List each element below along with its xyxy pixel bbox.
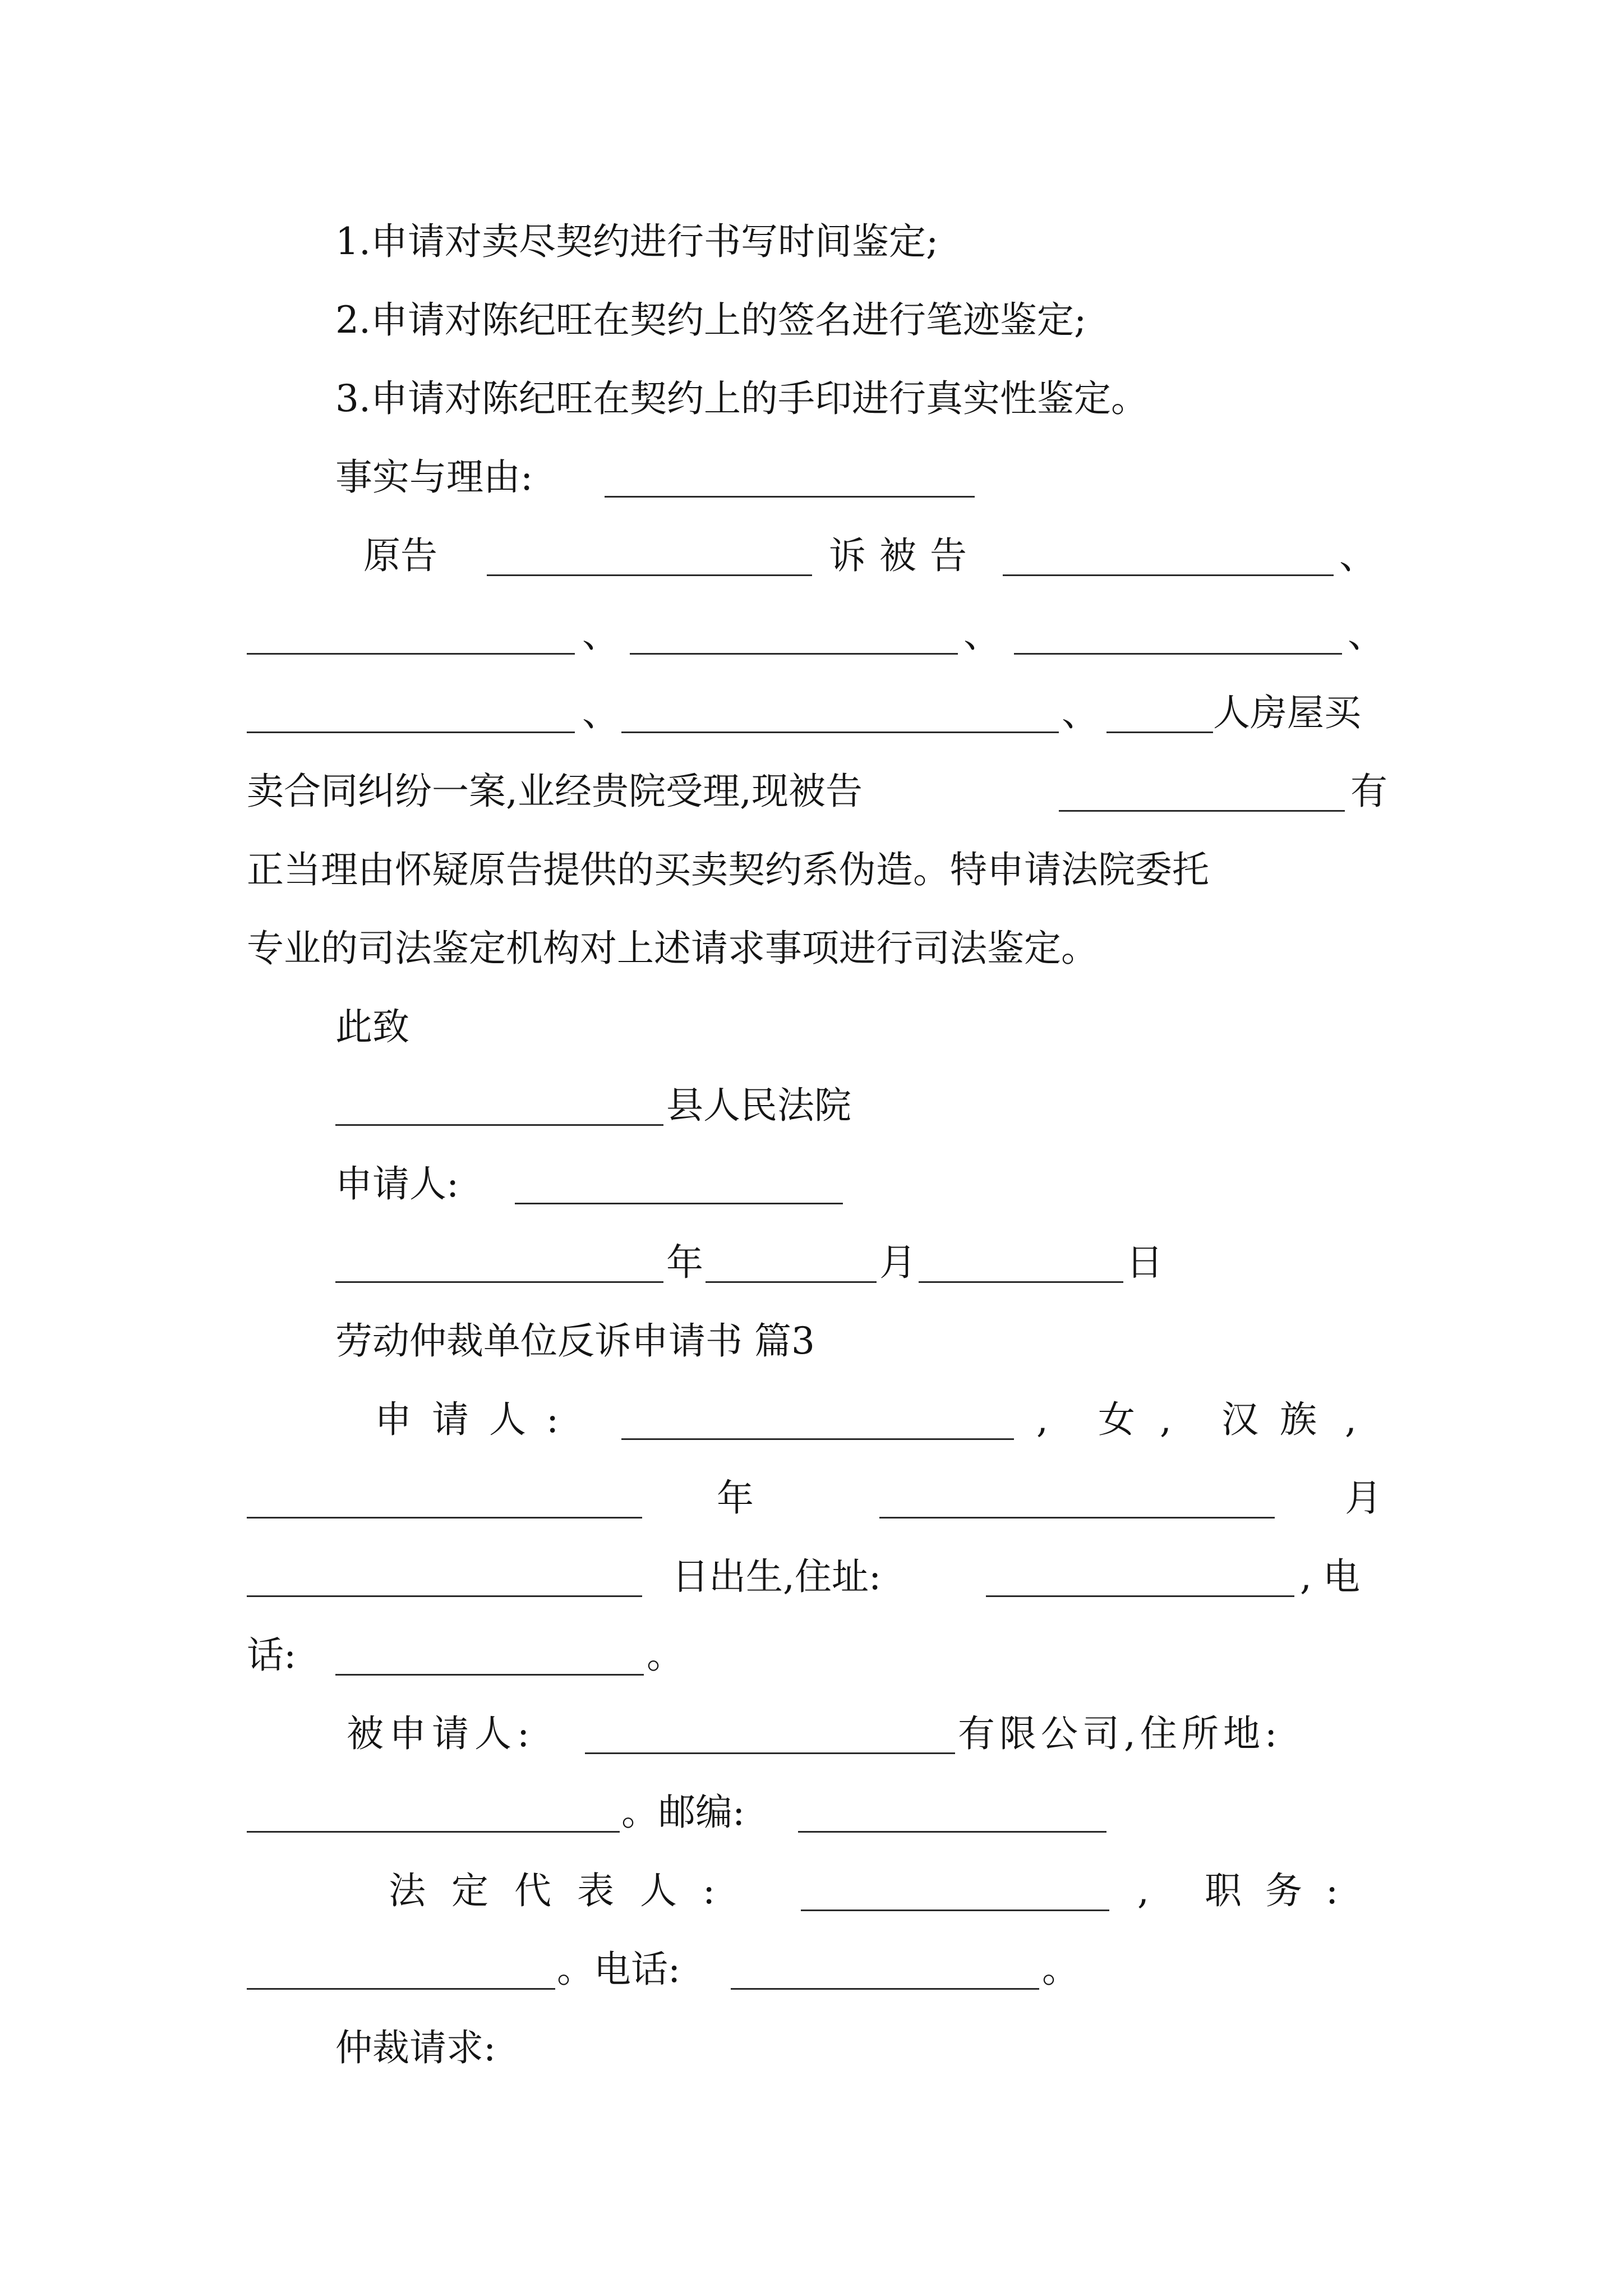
claims-line <box>0 2006 1623 2090</box>
defendant-blank-3[interactable] <box>630 653 958 655</box>
plaintiff-label-wrap <box>363 514 476 598</box>
birth-day-blank[interactable] <box>247 1595 642 1597</box>
date-day-label: 日 <box>1126 1241 1163 1284</box>
defendant-blank-6[interactable] <box>621 731 1059 733</box>
applicant-line2 <box>0 1456 1623 1540</box>
request-item-3-text: 3.申请对陈纪旺在契约上的手印进行真实性鉴定。 <box>335 377 1148 420</box>
applicant-sign-blank[interactable] <box>515 1203 843 1204</box>
rep-name-blank[interactable] <box>801 1910 1109 1911</box>
date-day-blank[interactable] <box>919 1281 1123 1283</box>
postcode-blank[interactable] <box>798 1831 1106 1833</box>
facts-label: 事实与理由: <box>335 455 533 499</box>
birth-year-label: 年 <box>717 1476 754 1520</box>
date-year-blank[interactable] <box>335 1281 663 1283</box>
p1-line4-end: 有 <box>1350 770 1387 813</box>
court-name: 县人民法院 <box>666 1084 851 1127</box>
defendant-blank-7[interactable] <box>1106 731 1213 733</box>
date-line <box>0 1221 1623 1305</box>
rep-line1 <box>0 1849 1623 1933</box>
p1-line6-text: 专业的司法鉴定机构对上述请求事项进行司法鉴定。 <box>247 927 1098 970</box>
applicant-comma-1: , <box>1036 1398 1048 1441</box>
defendant-blank-1[interactable] <box>1003 574 1334 576</box>
p1-line4-text: 卖合同纠纷一案,业经贵院受理,现被告 <box>247 770 863 813</box>
phone-period: 。 <box>647 1634 684 1677</box>
request-item-2-text: 2.申请对陈纪旺在契约上的签名进行笔迹鉴定; <box>335 298 1087 342</box>
respondent-name-blank[interactable] <box>585 1752 955 1754</box>
respondent-label: 被申请人: <box>347 1712 536 1755</box>
sep-4: 、 <box>1348 613 1385 656</box>
p1-line6 <box>0 907 1623 991</box>
plaintiff-blank[interactable] <box>487 574 812 576</box>
date-month-label: 月 <box>879 1241 916 1284</box>
plaintiff-label: 原告 <box>363 534 437 577</box>
request-item-1 <box>0 200 1623 284</box>
defendant-blank-8[interactable] <box>1059 810 1345 812</box>
request-item-1-text: 1.申请对卖尽契约进行书写时间鉴定; <box>335 220 939 263</box>
rep-comma: , <box>1137 1869 1149 1912</box>
rep-position-label: 职务: <box>1205 1869 1362 1912</box>
facts-blank[interactable] <box>605 496 975 498</box>
applicant-sign-line <box>0 1142 1623 1226</box>
defendant-blank-4[interactable] <box>1014 653 1342 655</box>
sep-3: 、 <box>963 613 1000 656</box>
birth-month-blank[interactable] <box>879 1517 1275 1519</box>
rep-period: 。 <box>1042 1948 1079 1991</box>
postcode-label: 。邮编: <box>621 1791 745 1834</box>
case-tail: 人房屋买 <box>1213 691 1361 734</box>
section-heading: 劳动仲裁单位反诉申请书 篇3 <box>335 1319 815 1363</box>
facts-line <box>0 435 1623 519</box>
rep-position-blank[interactable] <box>247 1988 555 1990</box>
county-blank[interactable] <box>335 1124 663 1126</box>
born-address-label: 日出生,住址: <box>672 1555 882 1598</box>
applicant-sign-label: 申请人: <box>335 1162 459 1205</box>
applicant-label: 申请人: <box>375 1398 579 1441</box>
address-blank[interactable] <box>986 1595 1294 1597</box>
respondent-line1 <box>0 1692 1623 1776</box>
date-year-label: 年 <box>666 1241 703 1284</box>
section-heading-line <box>0 1299 1623 1383</box>
p1-line4 <box>0 749 1623 834</box>
court-line <box>0 1064 1623 1148</box>
sep-1: 、 <box>1339 534 1376 577</box>
p1-line3 <box>0 671 1623 755</box>
sue-defendant-label: 诉被告 <box>829 534 980 577</box>
applicant-ethnicity: 汉族 <box>1221 1398 1338 1441</box>
applicant-name-blank[interactable] <box>621 1438 1014 1440</box>
phone-comma-label: ,电 <box>1300 1555 1371 1598</box>
request-item-2 <box>0 278 1623 362</box>
p1-line1 <box>0 514 1623 598</box>
sep-5: 、 <box>582 691 619 734</box>
closing-zhi-line <box>0 985 1623 1069</box>
birth-year-blank[interactable] <box>247 1517 642 1519</box>
phone-label: 话: <box>247 1634 297 1677</box>
sep-2: 、 <box>582 613 619 656</box>
birth-month-label: 月 <box>1345 1476 1382 1520</box>
defendant-blank-2[interactable] <box>247 653 575 655</box>
applicant-comma-2: , <box>1160 1398 1172 1441</box>
date-month-blank[interactable] <box>706 1281 877 1283</box>
applicant-gender: 女 <box>1098 1398 1135 1441</box>
applicant-line4 <box>0 1613 1623 1697</box>
claims-label: 仲裁请求: <box>335 2026 496 2069</box>
p1-line2 <box>0 592 1623 677</box>
applicant-comma-3: , <box>1345 1398 1357 1441</box>
respondent-address-blank[interactable] <box>247 1831 620 1833</box>
respondent-line2 <box>0 1770 1623 1855</box>
rep-phone-label: 。电话: <box>557 1948 681 1991</box>
phone-blank[interactable] <box>335 1674 644 1676</box>
sep-6: 、 <box>1062 691 1099 734</box>
applicant-line3 <box>0 1535 1623 1619</box>
p1-line5 <box>0 828 1623 912</box>
closing-zhi: 此致 <box>335 1005 409 1048</box>
rep-label: 法定代表人: <box>389 1869 741 1912</box>
applicant-line1 <box>0 1378 1623 1462</box>
rep-line2 <box>0 1927 1623 2012</box>
respondent-company-label: 有限公司,住所地: <box>958 1712 1282 1755</box>
request-item-3 <box>0 357 1623 441</box>
p1-line5-text: 正当理由怀疑原告提供的买卖契约系伪造。特申请法院委托 <box>247 848 1209 891</box>
rep-phone-blank[interactable] <box>731 1988 1039 1990</box>
defendant-blank-5[interactable] <box>247 731 575 733</box>
